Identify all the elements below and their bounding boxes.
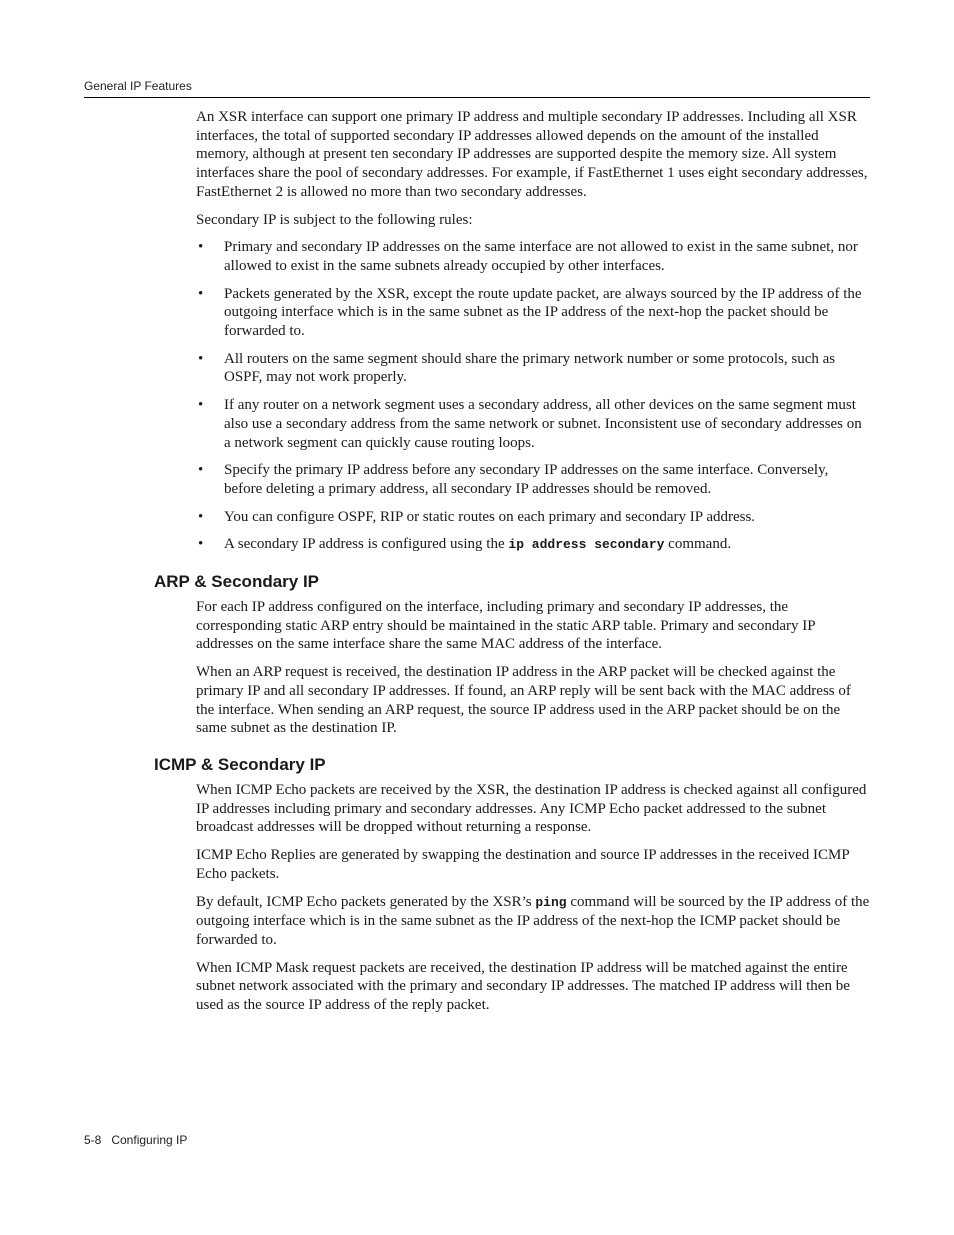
rule-text: Packets generated by the XSR, except the route update packet, are always sourced by the IP address of the outgoing interface which is in the same subnet as the IP address of the next-hop the packet should be forwarded to. xyxy=(224,285,862,340)
rule-text-before: A secondary IP address is configured using the xyxy=(224,536,509,553)
rule-text: Primary and secondary IP addresses on the same interface are not allowed to exist in the same subnet, nor allowed to exist in the same subnets already occupied by other interfaces. xyxy=(224,239,858,274)
running-footer xyxy=(84,1133,187,1147)
bullet-icon: • xyxy=(198,397,204,414)
rule-item-4 xyxy=(198,396,870,452)
bullet-icon: • xyxy=(198,285,204,302)
command-ip-address-secondary: ip address secondary xyxy=(508,537,665,553)
arp-paragraph-1: For each IP address configured on the interface, including primary and secondary IP addresses, the corresponding static ARP entry should be maintained in the static ARP table. Primary and secondary IP addresses on the same interface share the same MAC address of the interface. xyxy=(196,599,816,653)
rule-text: Specify the primary IP address before any secondary IP addresses on the same interface. Conversely, before deleting a primary address, all secondary IP addresses should be removed. xyxy=(224,462,829,497)
chapter-title: Configuring IP xyxy=(111,1133,188,1147)
bullet-icon: • xyxy=(198,536,204,553)
icmp-p3-before: By default, ICMP Echo packets generated by the XSR’s xyxy=(196,893,536,910)
bullet-icon: • xyxy=(198,350,204,367)
rule-text-after: command. xyxy=(664,536,732,553)
icmp-paragraph-2: ICMP Echo Replies are generated by swapping the destination and source IP addresses in the received ICMP Echo packets. xyxy=(196,847,850,882)
page-number: 5-8 xyxy=(84,1133,102,1147)
intro-paragraph-2: Secondary IP is subject to the following rules: xyxy=(196,211,473,228)
rule-text: You can configure OSPF, RIP or static routes on each primary and secondary IP address. xyxy=(224,508,756,525)
rule-text: If any router on a network segment uses a secondary address, all other devices on the same segment must also use a secondary address from the same network or subnet. Inconsistent use of secondary addresses on a network segment can quickly cause routing loops. xyxy=(224,397,862,451)
bullet-icon: • xyxy=(198,462,204,479)
rule-item-5 xyxy=(198,461,870,498)
arp-paragraph-2: When an ARP request is received, the destination IP address in the ARP packet will be checked against the primary IP and all secondary IP addresses. If found, an ARP reply will be sent back with the MAC address of the interface. When sending an ARP request, the source IP address used in the ARP packet should be on the same subnet as the destination IP. xyxy=(196,664,851,737)
bullet-icon: • xyxy=(198,239,204,256)
rule-item-1 xyxy=(198,238,870,275)
rule-item-3 xyxy=(198,350,870,387)
icmp-p3-after: command will be sourced by the IP address of the outgoing interface which is in the same subnet as the IP address of the next-hop the ICMP packet should be forwarded to. xyxy=(196,893,870,948)
arp-section-heading: ARP & Secondary IP xyxy=(154,572,320,592)
running-header: General IP Features xyxy=(84,79,192,93)
secondary-ip-rules-list xyxy=(0,238,954,555)
header-rule xyxy=(84,97,870,98)
rule-item-6 xyxy=(198,508,870,527)
page-content xyxy=(0,108,954,1024)
bullet-icon: • xyxy=(198,508,204,525)
icmp-paragraph-3 xyxy=(196,893,870,950)
icmp-section-heading: ICMP & Secondary IP xyxy=(154,754,326,774)
rule-item-2 xyxy=(198,285,870,341)
rule-item-7 xyxy=(198,535,870,555)
rule-text: All routers on the same segment should share the primary network number or some protocols, such as OSPF, may not work properly. xyxy=(224,350,836,386)
icmp-paragraph-1: When ICMP Echo packets are received by the XSR, the destination IP address is checked against all configured IP addresses including primary and secondary addresses. Any ICMP Echo packet addressed to the subnet broadcast addresses will be dropped without returning a response. xyxy=(196,781,867,836)
command-ping: ping xyxy=(535,894,567,910)
icmp-paragraph-4: When ICMP Mask request packets are received, the destination IP address will be matched against the entire subnet network associated with the primary and secondary IP addresses. The matched IP address will then be used as the source IP address of the reply packet. xyxy=(196,959,850,1014)
intro-paragraph-1: An XSR interface can support one primary IP address and multiple secondary IP addresses. Including all XSR interfaces, the total of supported secondary IP addresses allowed depends on the amount of the installed memory, although at present ten secondary IP addresses are supported despite the memory size. All system interfaces share the pool of secondary addresses. For example, if FastEthernet 1 uses eight secondary addresses, FastEthernet 2 is allowed no more than two secondary addresses. xyxy=(196,109,868,200)
